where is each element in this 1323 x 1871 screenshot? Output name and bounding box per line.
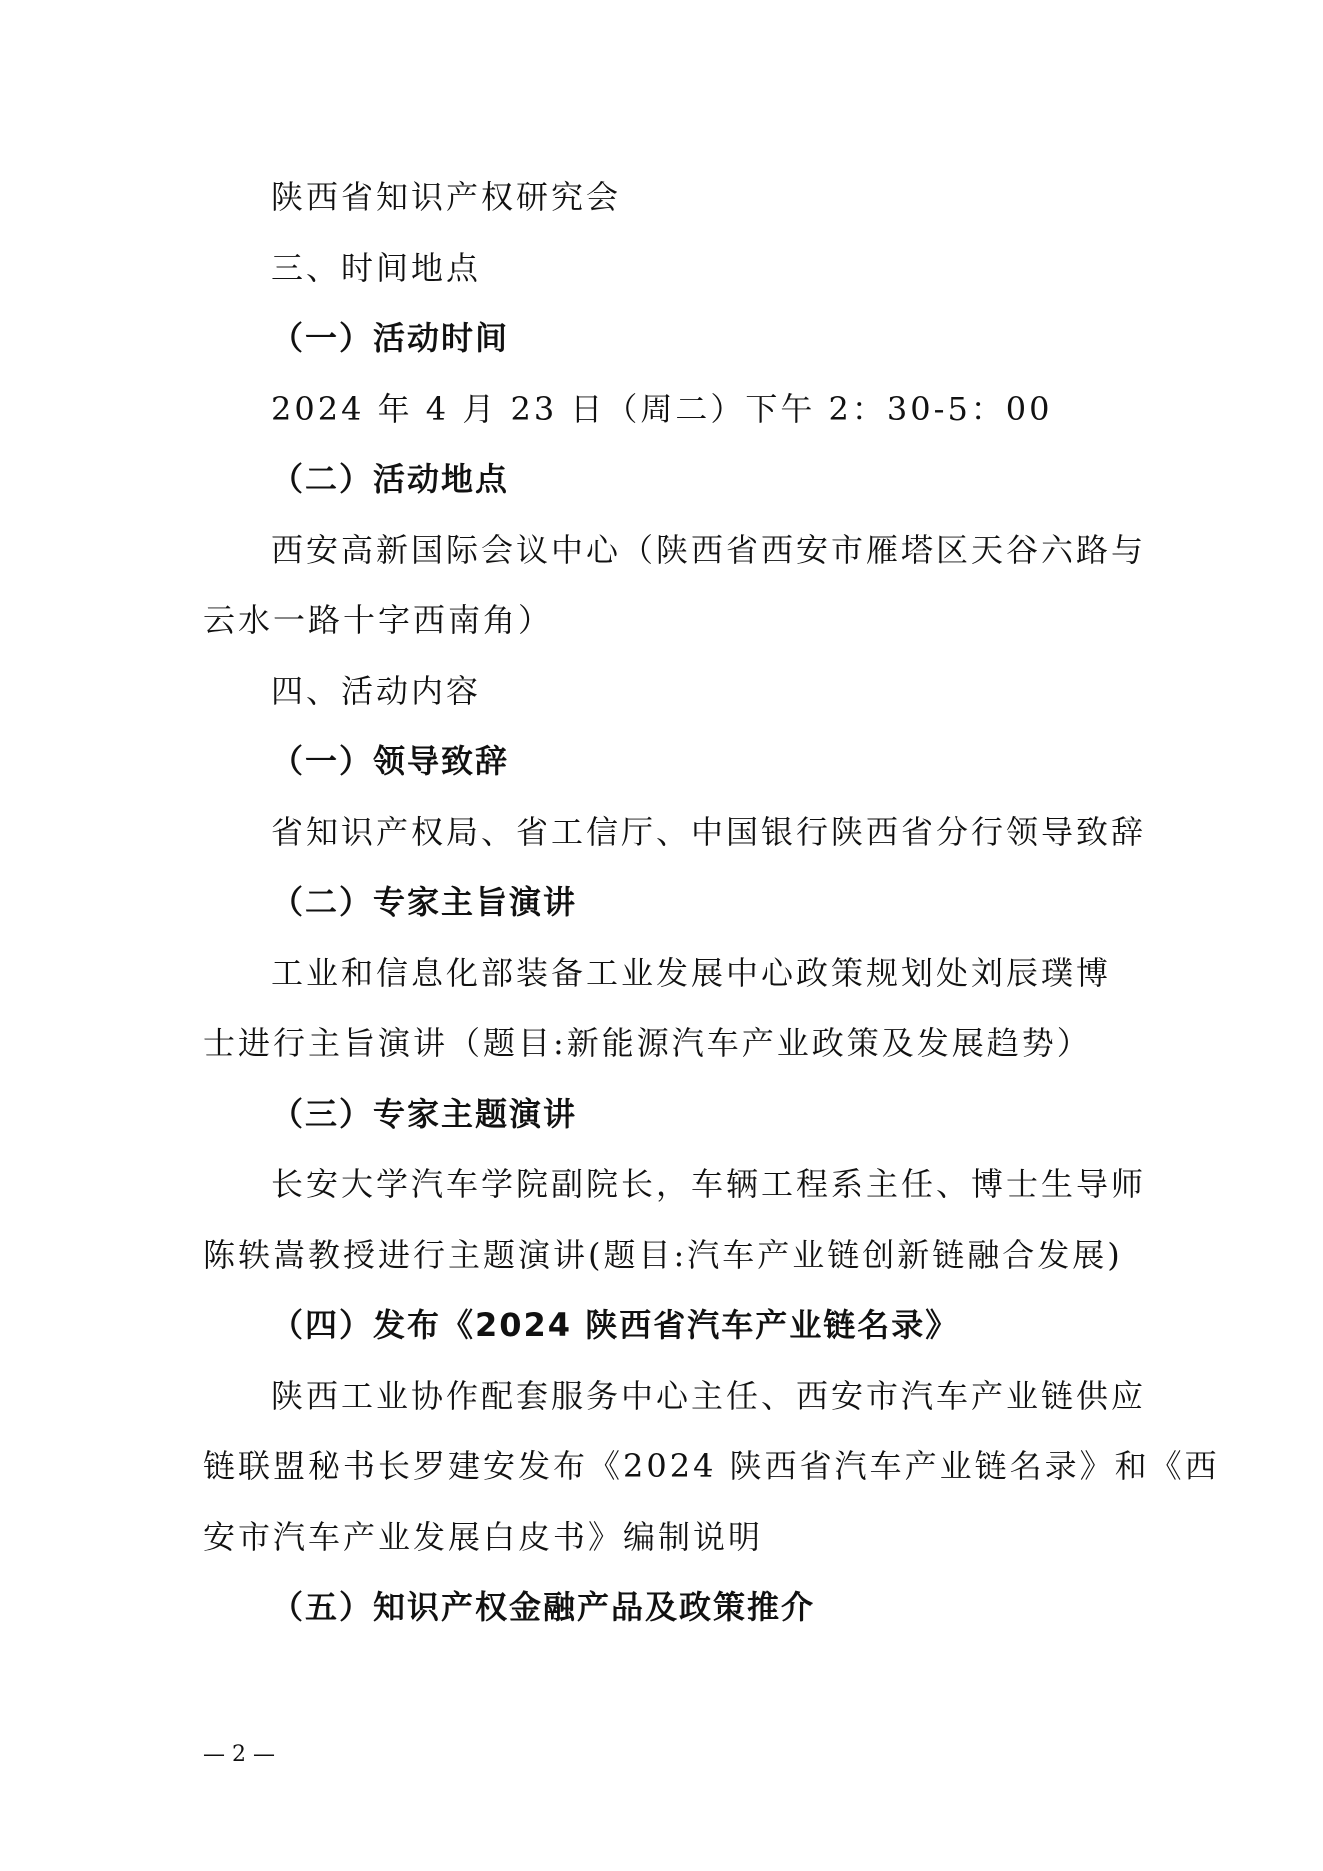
keynote-text-1: 工业和信息化部装备工业发展中心政策规划处刘辰璞博	[271, 954, 1112, 992]
subheading-leader-speech: （一）领导致辞	[271, 742, 510, 780]
theme-speech-text-1: 长安大学汽车学院副院长，车辆工程系主任、博士生导师	[271, 1165, 1147, 1203]
page-number: — 2 —	[203, 1742, 275, 1767]
section-heading-time-place: 三、时间地点	[271, 249, 482, 287]
activity-time-text: 2024 年 4 月 23 日（周二）下午 2：30-5：00	[271, 390, 1053, 428]
organizer-line: 陕西省知识产权研究会	[271, 178, 622, 216]
subheading-release: （四）发布《2024 陕西省汽车产业链名录》	[271, 1306, 960, 1344]
keynote-text-2: 士进行主旨演讲（题目:新能源汽车产业政策及发展趋势）	[203, 1024, 1092, 1062]
section-heading-content: 四、活动内容	[271, 672, 482, 710]
release-text-1: 陕西工业协作配套服务中心主任、西安市汽车产业链供应	[271, 1377, 1147, 1415]
release-text-2: 链联盟秘书长罗建安发布《2024 陕西省汽车产业链名录》和《西	[203, 1447, 1220, 1485]
activity-place-text-1: 西安高新国际会议中心（陕西省西安市雁塔区天谷六路与	[271, 531, 1147, 569]
subheading-activity-place: （二）活动地点	[271, 460, 510, 498]
subheading-activity-time: （一）活动时间	[271, 319, 510, 357]
leader-speech-text: 省知识产权局、省工信厅、中国银行陕西省分行领导致辞	[271, 813, 1147, 851]
activity-place-text-2: 云水一路十字西南角）	[203, 601, 554, 639]
theme-speech-text-2: 陈轶嵩教授进行主题演讲(题目:汽车产业链创新链融合发展)	[203, 1236, 1123, 1274]
subheading-theme-speech: （三）专家主题演讲	[271, 1095, 578, 1133]
release-text-3: 安市汽车产业发展白皮书》编制说明	[203, 1518, 764, 1556]
subheading-keynote: （二）专家主旨演讲	[271, 883, 578, 921]
subheading-ip-finance: （五）知识产权金融产品及政策推介	[271, 1588, 816, 1626]
